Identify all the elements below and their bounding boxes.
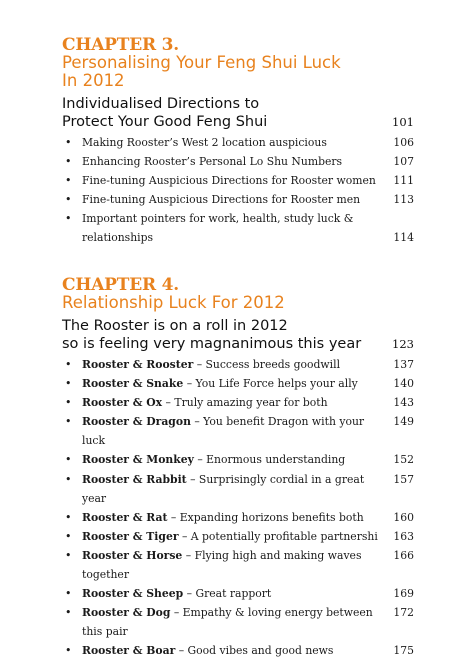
list-item: • Enhancing Rooster’s Personal Lo Shu Numbers 107 xyxy=(62,152,414,171)
chapter-4-section-heading-2 xyxy=(62,335,414,353)
list-item: • Rooster & Ox – Truly amazing year for both 143 xyxy=(62,393,414,412)
chapter-3-list xyxy=(62,133,414,248)
chapter-3-section-heading-2 xyxy=(62,113,414,131)
section-heading-line2: so is feeling very magnanimous this year xyxy=(62,336,362,352)
chapter-4-block xyxy=(62,276,414,661)
bullet-icon: • xyxy=(65,606,72,620)
list-item: • Fine-tuning Auspicious Directions for Rooster men 113 xyxy=(62,190,414,209)
chapter-3-title-line2: In 2012 xyxy=(62,71,125,90)
list-item: • Rooster & Dragon – You benefit Dragon with your luck 149 xyxy=(62,412,414,450)
section-heading-line1: The Rooster is on a roll in 2012 xyxy=(62,318,288,334)
bullet-icon: • xyxy=(65,587,72,601)
section-page-number: 101 xyxy=(392,115,414,129)
bullet-icon: • xyxy=(65,472,72,486)
bullet-icon: • xyxy=(65,136,72,149)
list-item: • Rooster & Tiger – A potentially profitable partnershi 163 xyxy=(62,527,414,546)
chapter-4-number: CHAPTER 4. xyxy=(62,275,179,295)
section-heading-line2: Protect Your Good Feng Shui xyxy=(62,114,268,130)
bullet-icon: • xyxy=(65,415,72,429)
chapter-3-section-heading xyxy=(62,95,414,113)
list-item: • Making Rooster’s West 2 location auspicious 106 xyxy=(62,133,414,152)
bullet-icon: • xyxy=(65,548,72,562)
list-item: • Rooster & Horse – Flying high and making waves together 166 xyxy=(62,546,414,584)
bullet-icon: • xyxy=(65,644,72,658)
list-item: • Rooster & Monkey – Enormous understanding 152 xyxy=(62,450,414,469)
bullet-icon: • xyxy=(65,377,72,391)
chapter-4-section-heading xyxy=(62,317,414,335)
bullet-icon: • xyxy=(65,453,72,467)
list-item: • Rooster & Rat – Expanding horizons benefits both 160 xyxy=(62,508,414,527)
chapter-3-number: CHAPTER 3. xyxy=(62,35,179,55)
list-item: • Rooster & Rooster – Success breeds goodwill 137 xyxy=(62,355,414,374)
section-page-number: 123 xyxy=(392,337,414,351)
chapter-4-list xyxy=(62,355,414,661)
list-item: • Fine-tuning Auspicious Directions for Rooster women 111 xyxy=(62,171,414,190)
section-heading-line1: Individualised Directions to xyxy=(62,96,260,112)
bullet-icon: • xyxy=(65,510,72,524)
chapter-4-title: Relationship Luck For 2012 xyxy=(62,293,285,312)
bullet-icon: • xyxy=(65,193,72,207)
list-item: • Rooster & Rabbit – Surprisingly cordial in a great year 157 xyxy=(62,470,414,508)
list-item: • Rooster & Dog – Empathy & loving energy between this pair 172 xyxy=(62,603,414,641)
list-item: • Rooster & Snake – You Life Force helps your ally 140 xyxy=(62,374,414,393)
list-item: • Rooster & Boar – Good vibes and good news 175 xyxy=(62,641,414,660)
chapter-3-title-line1: Personalising Your Feng Shui Luck xyxy=(62,53,341,72)
bullet-icon: • xyxy=(65,174,72,188)
list-item: • Rooster & Sheep – Great rapport 169 xyxy=(62,584,414,603)
bullet-icon: • xyxy=(65,396,72,410)
bullet-icon: • xyxy=(65,212,72,226)
list-item: • Important pointers for work, health, study luck & relationships 114 xyxy=(62,209,414,247)
bullet-icon: • xyxy=(65,358,72,371)
bullet-icon: • xyxy=(65,529,72,543)
bullet-icon: • xyxy=(65,155,72,169)
chapter-3-block xyxy=(62,36,414,248)
